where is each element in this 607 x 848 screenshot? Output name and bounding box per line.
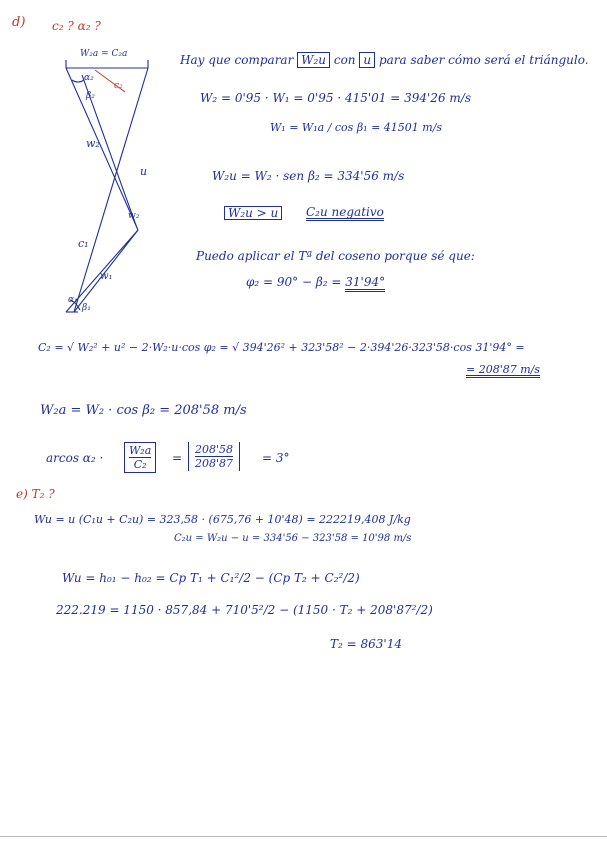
c2-value: = 208'87 m/s — [466, 363, 541, 376]
u-label: u — [140, 165, 148, 178]
compare-box: W₂u > u — [224, 206, 282, 220]
w1-label: w₁ — [100, 271, 113, 282]
bottom-rule — [0, 836, 607, 837]
beta2-label: β₂ — [86, 91, 95, 101]
w2-line — [66, 68, 138, 230]
w1-equation: W₁ = W₁a / cos β₁ = 41501 m/s — [270, 121, 443, 134]
diagram-top-label: W₂a = C₂a — [80, 49, 128, 59]
beta1-label: β₁ — [82, 303, 91, 313]
alpha-equals-sign: = — [172, 451, 183, 465]
alpha-result: = 3° — [262, 451, 290, 465]
c1-label: c₁ — [78, 237, 89, 250]
w2a-equation: W₂a = W₂ · cos β₂ = 208'58 m/s — [40, 403, 247, 418]
frac1-den: C₂ — [133, 458, 147, 471]
wu-equation: Wu = u (C₁u + C₂u) = 323,58 · (675,76 + 10'48) = 222219,408 J/kg — [34, 513, 411, 526]
frac2-den: 208'87 — [195, 457, 234, 470]
alpha-fraction-1 — [124, 442, 156, 473]
phi-eq-text: φ₂ = 90° − β₂ = — [246, 275, 346, 289]
compare-note: C₂u negativo — [306, 205, 384, 219]
alpha1-label: α₁ — [68, 295, 78, 305]
section-e-label: e) T₂ ? — [16, 487, 55, 501]
alpha2-label: α₂ — [84, 73, 94, 83]
intro-pre: Hay que comparar — [180, 53, 294, 67]
w2-equation: W₂ = 0'95 · W₁ = 0'95 · 415'01 = 394'26 m/s — [200, 91, 471, 105]
w2-small-label: w₂ — [128, 211, 140, 221]
c2-equation: C₂ = √ W₂² + u² − 2·W₂·u·cos φ₂ = √ 394'26² + 323'58² − 2·394'26·323'58·cos 31'94° = — [38, 341, 525, 354]
section-d-unknowns: c₂ ? α₂ ? — [52, 19, 101, 33]
intro-post: para saber cómo será el triángulo. — [378, 53, 589, 67]
c2-label: c₂ — [114, 81, 123, 91]
c2u-equation: C₂u = W₂u − u = 334'56 − 323'58 = 10'98 m/s — [174, 533, 412, 544]
phi-value: 31'94° — [345, 275, 385, 292]
alpha-pre: arcos α₂ · — [46, 451, 104, 465]
section-d-label: d) — [12, 15, 26, 30]
t2-result: T₂ = 863'14 — [330, 637, 402, 651]
w2u-equation: W₂u = W₂ · sen β₂ = 334'56 m/s — [212, 169, 405, 183]
phi-equation — [246, 276, 385, 288]
frac2-num: 208'58 — [195, 443, 234, 456]
intro-mid: con — [333, 53, 356, 67]
energy-equation: Wu = h₀₁ − h₀₂ = Cp T₁ + C₁²/2 − (Cp T₂ + C₂²/2) — [62, 571, 360, 585]
intro-box-w2u: W₂u — [297, 52, 330, 68]
alpha2-arc — [72, 80, 84, 82]
theorem-line: Puedo aplicar el Tª del coseno porque sé que: — [196, 249, 475, 263]
alpha-fraction-2 — [188, 442, 240, 471]
intro-box-u: u — [359, 52, 375, 68]
numeric-equation: 222.219 = 1150 · 857,84 + 710'5²/2 − (1150 · T₂ + 208'87²/2) — [56, 603, 433, 617]
frac1-num: W₂a — [129, 444, 152, 457]
w2-label: w₂ — [86, 137, 100, 150]
intro-line — [180, 54, 589, 66]
